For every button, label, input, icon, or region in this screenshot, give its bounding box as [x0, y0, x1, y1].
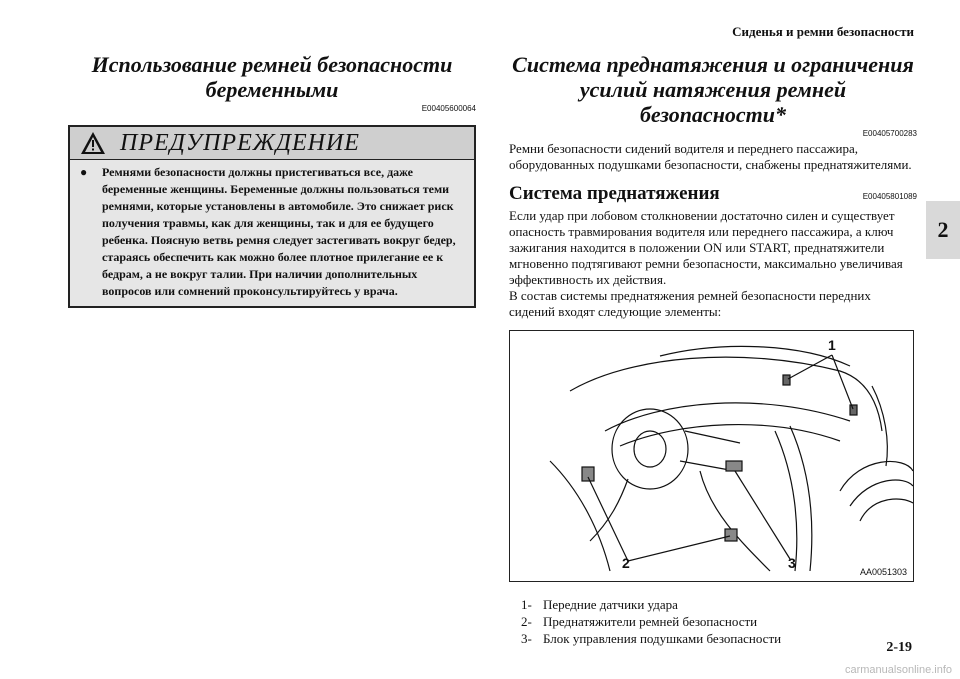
section-code: E00405600064	[421, 104, 476, 113]
pretensioner-figure	[509, 330, 914, 582]
warning-title: ПРЕДУПРЕЖДЕНИЕ	[120, 129, 360, 156]
running-header: Сиденья и ремни безопасности	[732, 24, 914, 39]
legend-item: 2- Преднатяжители ремней безопасности	[521, 614, 758, 629]
warning-triangle-icon	[80, 131, 106, 155]
section-title-pretensioner: Система преднатяжения и ограничения усилий натяжения ремней безопасности*	[512, 52, 914, 127]
subsection-paragraph-2: В состав системы преднатяжения ремней безопасности передних сидений входят следующие элементы:	[509, 288, 871, 319]
intro-paragraph: Ремни безопасности сидений водителя и переднего пассажира, оборудованных подушками безопасности, снабжены преднатяжителями.	[509, 141, 912, 172]
warning-text: Ремнями безопасности должны пристегиваться все, даже беременные женщины. Беременные должны пользоваться теми ремнями, которые установлены в автомобиле. Это снижает риск получения травмы, как для женщины, так и для ее будущего ребенка. Поясную ветвь ремня следует застегивать вокруг бедер, стараясь обеспечить как можно более плотное прилегание ее к бедрам, а не вокруг талии. При наличии дополнительных вопросов или сомнений проконсультируйтесь у врача.	[102, 165, 456, 298]
right-column	[509, 52, 917, 647]
subsection-title: Система преднатяжения	[509, 183, 720, 204]
bullet-icon: ●	[80, 165, 88, 179]
figure-legend	[521, 596, 917, 647]
watermark: carmanualsonline.info	[844, 664, 952, 676]
page-number: 2-19	[886, 640, 912, 655]
section-code: E00405700283	[862, 129, 917, 138]
chapter-tab: 2	[926, 201, 960, 259]
warning-header	[70, 127, 474, 160]
left-column	[68, 52, 476, 308]
warning-box	[68, 125, 476, 308]
section-title-pregnant: Использование ремней безопасности беременными	[91, 52, 453, 102]
figure-label-3: 3	[788, 555, 796, 571]
figure-label-2: 2	[622, 555, 630, 571]
car-interior-illustration	[510, 331, 913, 581]
legend-item: 3- Блок управления подушками безопасности	[521, 631, 782, 646]
subsection-paragraph-1: Если удар при лобовом столкновении достаточно силен и существует опасность травмирования водителя или переднего пассажира, а ключ зажигания находится в положении ON или START, преднатяжители мгновенно подтягивают ремни безопасности, максимально увеличивая эффективность их действия.	[509, 208, 903, 287]
warning-body	[70, 160, 474, 306]
legend-item: 1- Передние датчики удара	[521, 597, 678, 612]
subsection-code: E00405801089	[862, 192, 917, 201]
figure-label-1: 1	[828, 337, 836, 353]
figure-code: AA0051303	[859, 567, 907, 577]
